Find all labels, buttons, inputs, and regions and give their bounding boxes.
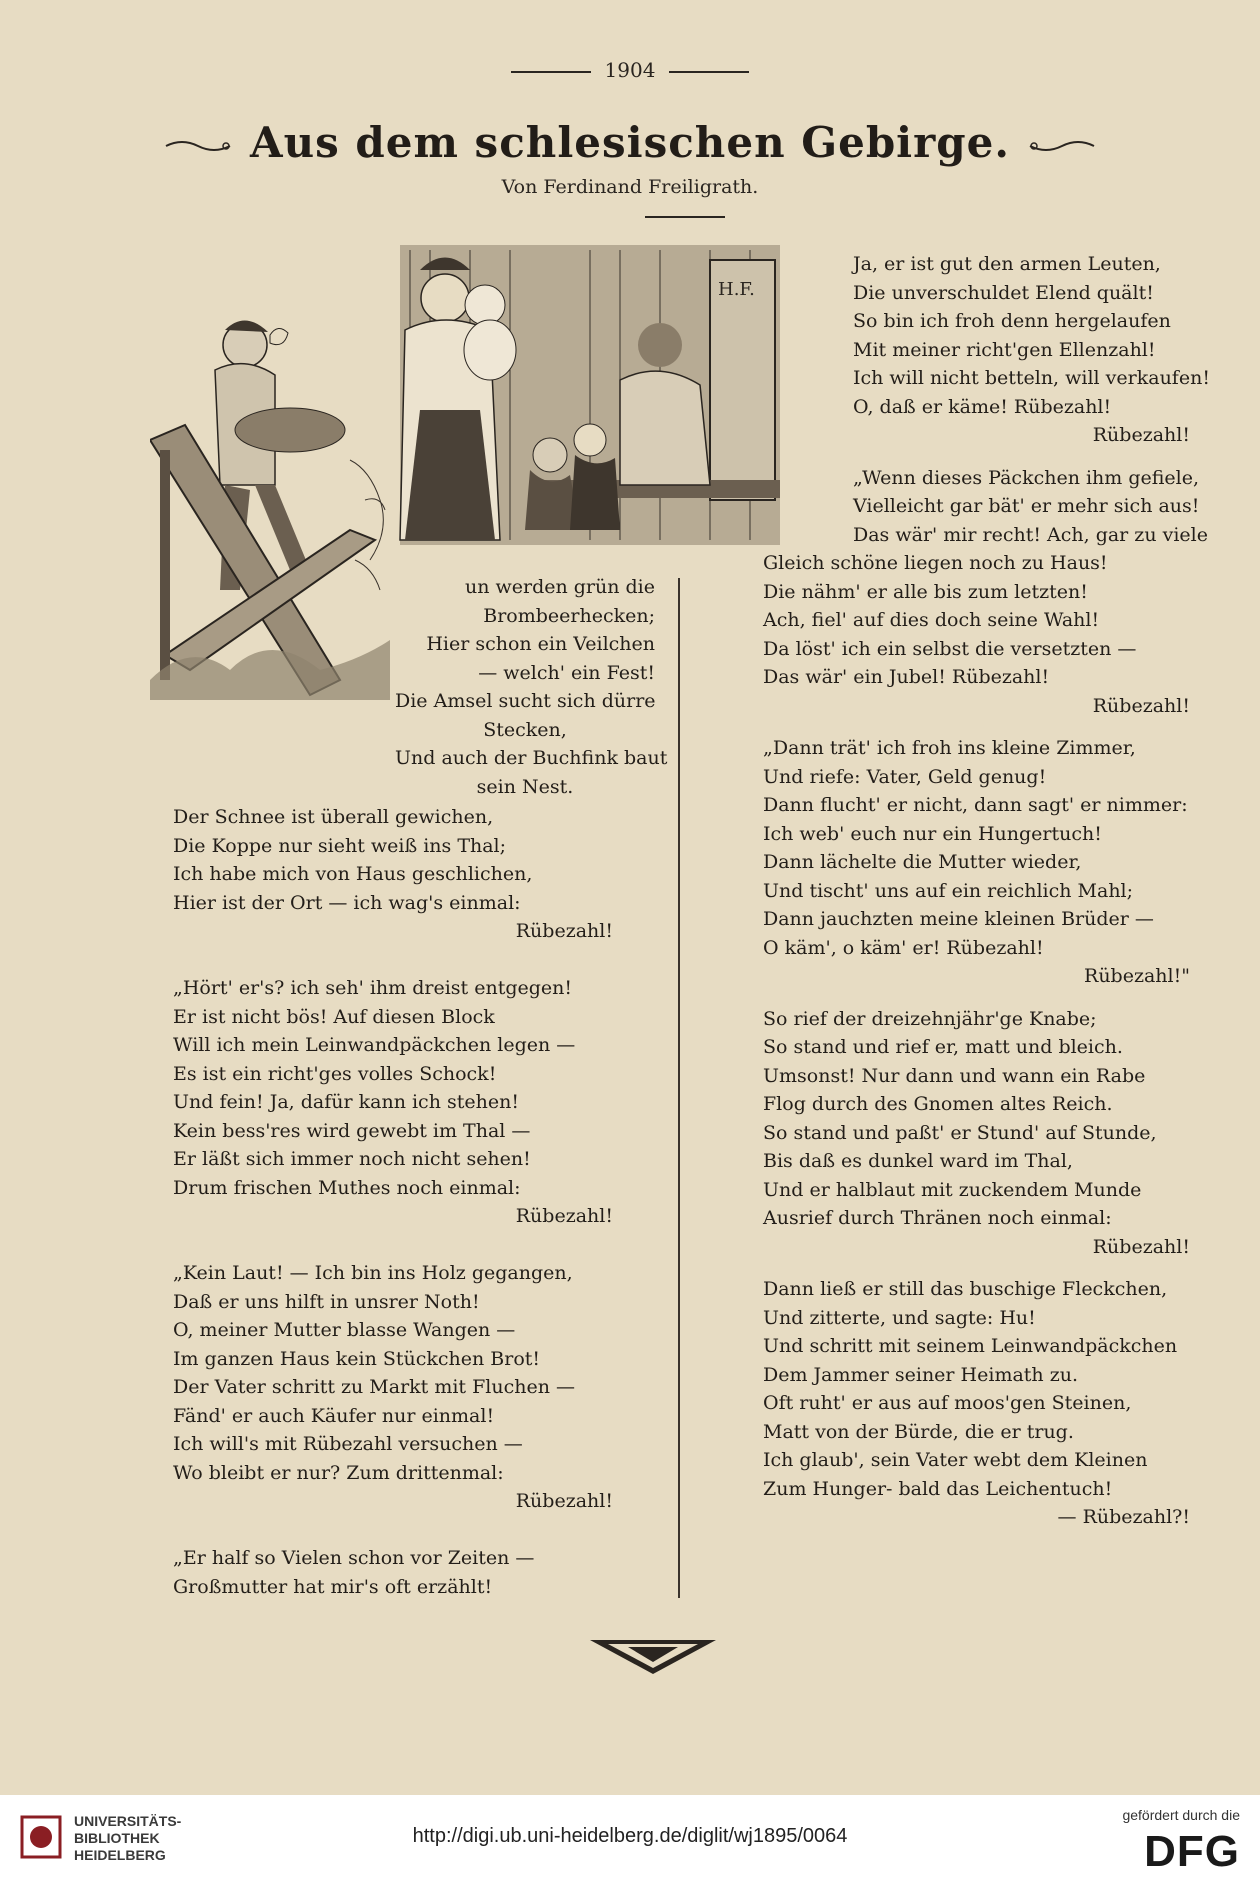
end-ornament (588, 1636, 718, 1676)
stanza-r3 (763, 734, 1190, 991)
child-right-body (570, 455, 620, 530)
verse-line: O käm', o käm' er! Rübezahl! (763, 936, 1044, 959)
verse-line: Wo bleibt er nur? Zum drittenmal: (173, 1461, 504, 1484)
verse-line: So rief der dreizehnjähr'ge Knabe; (763, 1007, 1097, 1030)
verse-line: Daß er uns hilft in unsrer Noth! (173, 1290, 480, 1313)
verse-line: Und er halblaut mit zuckendem Munde (763, 1178, 1142, 1201)
verse-line: Hier ist der Ort — ich wag's einmal: (173, 891, 521, 914)
verse-line: Er ist nicht bös! Auf diesen Block (173, 1005, 495, 1028)
verse-line: Im ganzen Haus kein Stückchen Brot! (173, 1347, 541, 1370)
verse-line: „Hört' er's? ich seh' ihm dreist entgegen! (173, 977, 573, 999)
verse-line: O, daß er käme! Rübezahl! (853, 395, 1112, 418)
intro-line: sein Nest. (476, 775, 574, 798)
title-ornament-right (1026, 136, 1096, 156)
stanza-3 (173, 1259, 613, 1516)
verse-line: Drum frischen Muthes noch einmal: (173, 1176, 521, 1199)
verse-line: Zum Hunger- bald das Leichentuch! (763, 1477, 1113, 1500)
verse-line: Und schritt mit seinem Leinwandpäckchen (763, 1335, 1178, 1357)
stanza-2 (173, 974, 613, 1231)
intro-line: Stecken, (483, 718, 567, 741)
verse-line: Vielleicht gar bät' er mehr sich aus! (853, 495, 1200, 517)
verse-line: Und zitterte, und sagte: Hu! (763, 1306, 1036, 1329)
baby-body (464, 320, 516, 380)
page-number-ornament-left (511, 71, 591, 73)
intro-line: un werden grün die (464, 576, 655, 598)
verse-line: „Er half so Vielen schon vor Zeiten — (173, 1547, 535, 1569)
verse-line: So stand und rief er, matt und bleich. (763, 1036, 1123, 1058)
fence-plank-cross (165, 530, 375, 670)
verse-line: „Wenn dieses Päckchen ihm gefiele, (853, 466, 1200, 489)
fence-post (160, 450, 170, 680)
linen-bundle (235, 408, 345, 452)
poem-title: Aus dem schlesischen Gebirge. (0, 118, 1260, 167)
page-number-ornament-right (669, 71, 749, 73)
right-column-stanzas (763, 250, 1210, 1532)
intro-line: Brombeerhecken; (483, 604, 655, 627)
verse-line: Er läßt sich immer noch nicht sehen! (173, 1148, 531, 1170)
funded-by-label: gefördert durch die (1122, 1807, 1240, 1823)
byline-rule (645, 216, 725, 218)
refrain: Rübezahl! (515, 1205, 613, 1227)
refrain: Rübezahl! (1092, 694, 1190, 717)
bag-held-up (270, 328, 288, 344)
refrain: Rübezahl! (515, 920, 613, 942)
verse-line: Oft ruht' er aus auf moos'gen Steinen, (763, 1392, 1132, 1414)
verse-line: Ich will's mit Rübezahl versuchen — (173, 1433, 523, 1455)
left-column-stanzas (173, 803, 613, 1601)
verse-line: Und fein! Ja, dafür kann ich stehen! (173, 1091, 519, 1113)
verse-line: Ich will nicht betteln, will verkaufen! (853, 367, 1210, 389)
refrain: Rübezahl! (1092, 424, 1190, 446)
vines (350, 460, 385, 590)
verse-line: Gleich schöne liegen noch zu Haus! (763, 552, 1108, 574)
verse-line: Will ich mein Leinwandpäckchen legen — (173, 1034, 576, 1056)
page-number: 1904 (0, 58, 1260, 82)
verse-line: Matt von der Bürde, die er trug. (763, 1420, 1074, 1443)
verse-line: Fänd' er auch Käufer nur einmal! (173, 1404, 495, 1427)
verse-line: Der Vater schritt zu Markt mit Fluchen — (173, 1376, 576, 1398)
stanza-r1 (853, 250, 1210, 450)
byline: Von Ferdinand Freiligrath. (501, 176, 759, 198)
verse-line: Das wär' mir recht! Ach, gar zu viele (853, 523, 1208, 546)
verse-line: O, meiner Mutter blasse Wangen — (173, 1319, 516, 1341)
verse-line: Dann jauchzten meine kleinen Brüder — (763, 908, 1154, 930)
child-left (533, 438, 567, 472)
boy-hair (225, 320, 268, 332)
mother-head (421, 274, 469, 322)
verse-line: Dem Jammer seiner Heimath zu. (763, 1363, 1078, 1386)
stanza-4 (173, 1544, 613, 1601)
father-figure (620, 371, 710, 485)
title-ornament-left (164, 136, 234, 156)
refrain: Rübezahl!" (1084, 965, 1190, 987)
intro-line: Hier schon ein Veilchen (426, 633, 655, 655)
child-right (574, 424, 606, 456)
verse-line: Die Koppe nur sieht weiß ins Thal; (173, 834, 507, 857)
refrain: Rübezahl! (1092, 1235, 1190, 1258)
verse-line: Umsonst! Nur dann und wann ein Rabe (763, 1064, 1146, 1087)
verse-line: Bis daß es dunkel ward im Thal, (763, 1150, 1073, 1172)
intro-line: — welch' ein Fest! (478, 661, 655, 684)
door-inscription: H.F. (718, 279, 755, 300)
verse-line: Ja, er ist gut den armen Leuten, (853, 253, 1161, 275)
verse-line: Der Schnee ist überall gewichen, (173, 806, 494, 828)
dfg-logo: DFG (1144, 1827, 1240, 1876)
verse-line: Die unverschuldet Elend quält! (853, 281, 1154, 304)
verse-line: „Kein Laut! — Ich bin ins Holz gegangen, (173, 1262, 573, 1284)
stanza-r2 (763, 464, 1208, 721)
source-url-link[interactable]: http://digi.ub.uni-heidelberg.de/diglit/wj1895/0064 (412, 1825, 848, 1847)
verse-line: Da löst' ich ein selbst die versetzten — (763, 637, 1137, 660)
stanza-r5 (763, 1275, 1190, 1532)
left-column-intro (395, 573, 668, 801)
intro-line: Und auch der Buchfink baut (395, 747, 668, 769)
stanza-1 (173, 803, 613, 946)
verse-line: So stand und paßt' er Stund' auf Stunde, (763, 1121, 1157, 1144)
verse-line: „Dann trät' ich froh ins kleine Zimmer, (763, 737, 1136, 759)
verse-line: Ich web' euch nur ein Hungertuch! (763, 822, 1102, 845)
baby-head (465, 285, 505, 325)
verse-line: Die nähm' er alle bis zum letzten! (763, 580, 1088, 603)
institution-name: UNIVERSITÄTS- BIBLIOTHEK HEIDELBERG (74, 1813, 182, 1863)
mother-apron (405, 410, 495, 540)
verse-line: Das wär' ein Jubel! Rübezahl! (763, 666, 1050, 688)
verse-line: Und tischt' uns auf ein reichlich Mahl; (763, 879, 1134, 902)
refrain: — Rübezahl?! (1057, 1506, 1190, 1528)
verse-line: Kein bess'res wird gewebt im Thal — (173, 1119, 531, 1142)
stanza-r4 (763, 1005, 1190, 1262)
verse-line: Dann flucht' er nicht, dann sagt' er nimmer: (763, 794, 1188, 816)
verse-line: Dann lächelte die Mutter wieder, (763, 851, 1082, 873)
verse-line: Mit meiner richt'gen Ellenzahl! (853, 338, 1156, 361)
intro-line: Die Amsel sucht sich dürre (395, 690, 656, 712)
verse-line: Großmutter hat mir's oft erzählt! (173, 1575, 493, 1598)
verse-line: Ich glaub', sein Vater webt dem Kleinen (763, 1449, 1148, 1471)
verse-line: Dann ließ er still das buschige Fleckchen, (763, 1278, 1168, 1300)
column-divider (678, 578, 680, 1598)
verse-line: Ich habe mich von Haus geschlichen, (173, 863, 533, 885)
verse-line: Es ist ein richt'ges volles Schock! (173, 1062, 497, 1085)
verse-line: Und riefe: Vater, Geld genug! (763, 765, 1047, 788)
refrain: Rübezahl! (515, 1490, 613, 1512)
library-footer (0, 1795, 1260, 1882)
verse-line: Ausrief durch Thränen noch einmal: (763, 1207, 1112, 1229)
verse-line: Flog durch des Gnomen altes Reich. (763, 1093, 1113, 1115)
father-head (638, 323, 682, 367)
verse-line: So bin ich froh denn hergelaufen (853, 310, 1171, 332)
verse-line: Ach, fiel' auf dies doch seine Wahl! (763, 609, 1100, 631)
